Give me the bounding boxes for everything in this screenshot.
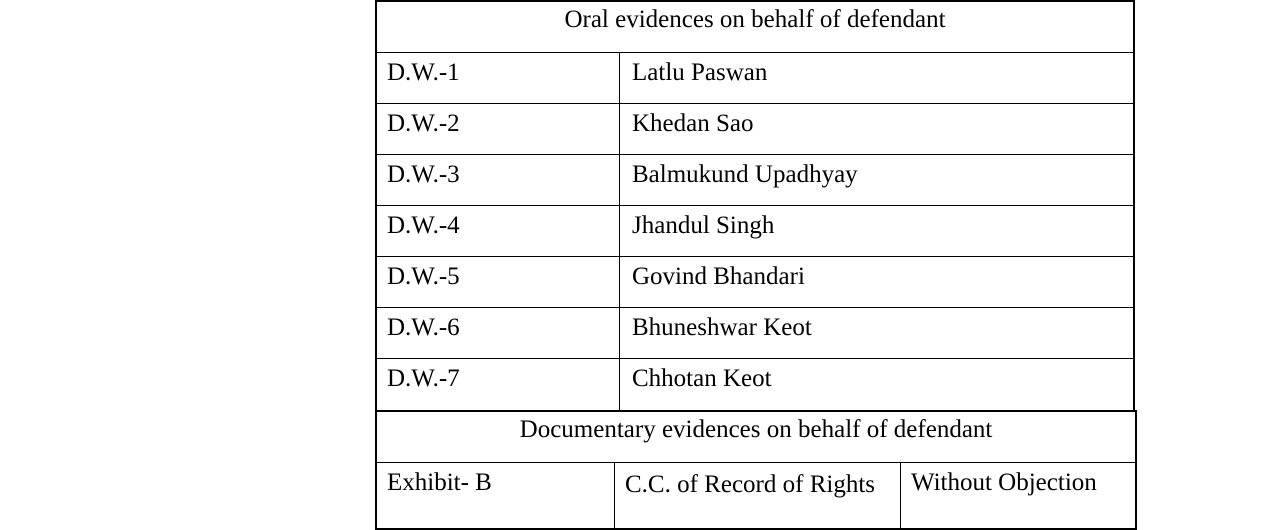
witness-name: Jhandul Singh (632, 212, 775, 239)
witness-id: D.W.-6 (387, 314, 460, 341)
witness-id: D.W.-7 (387, 365, 460, 392)
witness-name: Govind Bhandari (632, 263, 805, 290)
oral-evidence-title: Oral evidences on behalf of defendant (564, 6, 946, 33)
exhibit-id: Exhibit- B (387, 469, 492, 496)
table-row (375, 154, 1135, 205)
exhibit-remark: Without Objection (911, 469, 1097, 496)
witness-name: Balmukund Upadhyay (632, 161, 858, 188)
witness-id: D.W.-2 (387, 110, 460, 137)
witness-id: D.W.-5 (387, 263, 460, 290)
table-row (375, 52, 1135, 103)
witness-name: Chhotan Keot (632, 365, 772, 392)
table-row (375, 358, 1135, 410)
witness-id: D.W.-1 (387, 59, 460, 86)
documentary-evidence-header (375, 410, 1137, 462)
documentary-evidence-title: Documentary evidences on behalf of defendant (519, 416, 993, 443)
table-row (375, 103, 1135, 154)
witness-name: Latlu Paswan (632, 59, 768, 86)
witness-name: Bhuneshwar Keot (632, 314, 812, 341)
witness-id: D.W.-3 (387, 161, 460, 188)
witness-id: D.W.-4 (387, 212, 460, 239)
witness-name: Khedan Sao (632, 110, 754, 137)
oral-evidence-header (375, 0, 1135, 52)
table-row (375, 256, 1135, 307)
evidence-table (375, 0, 1137, 530)
table-row (375, 307, 1135, 358)
exhibit-row (375, 462, 1137, 530)
table-row (375, 205, 1135, 256)
exhibit-description: C.C. of Record of Rights (625, 471, 875, 498)
